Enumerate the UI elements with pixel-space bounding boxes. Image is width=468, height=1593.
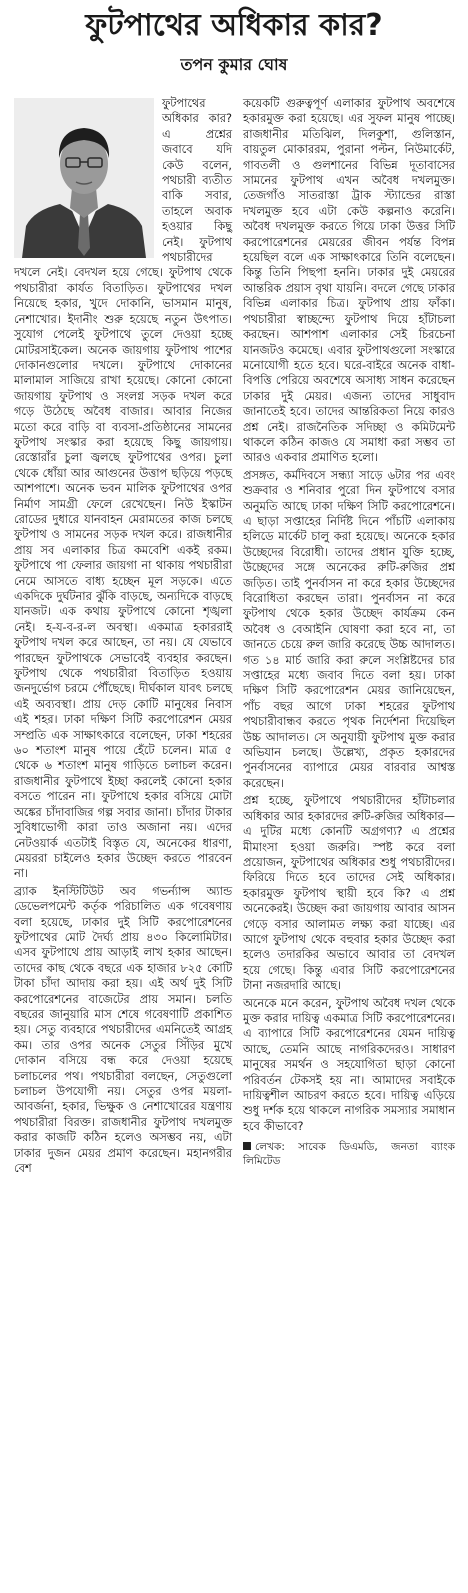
- right-paragraph-2: প্রসঙ্গত, কর্মদিবসে সন্ধ্যা সাড়ে ৬টার পর এবং শুক্রবার ও শনিবার পুরো দিন ফুটপাথে বসার অনুমতি আছে ঢাকা দক্ষিণ সিটি করপোরেশনে। এ ছাড়া সপ্তাহের নির্দিষ্ট দিনে পাঁচটি এলাকায় হলিডে মার্কেট চালু করা হয়েছে। অনেকে হকার উচ্ছেদের বিরোধী। তাদের প্রধান যুক্তি হচ্ছে, উচ্ছেদের সঙ্গে অনেকের রুটি-রুজির প্রশ্ন জড়িত। তাই পুনর্বাসন না করে হকার উচ্ছেদের বিরোধিতা করছেন তারা। পুনর্বাসন না করে ফুটপাথ থেকে হকার উচ্ছেদ কার্যক্রম কেন অবৈধ ও বেআইনি ঘোষণা করা হবে না, তা জানতে চেয়ে রুল জারি করেছে উচ্চ আদালত। গত ১৪ মার্চ জারি করা রুলে সংশ্লিষ্টদের চার সপ্তাহের মধ্যে জবাব দিতে বলা হয়। ঢাকা দক্ষিণ সিটি করপোরেশন মেয়র জানিয়েছেন, পাঁচ বছর আগে ঢাকা শহরের ফুটপাথ পথচারীবান্ধব করতে পৃথক নির্দেশনা দিয়েছিল উচ্চ আদালত। সে অনুযায়ী ফুটপাথ মুক্ত করার অভিযান চলছে। উল্লেখ্য, প্রকৃত হকারদের পুনর্বাসনের ব্যাপারে মেয়র বারবার আশ্বস্ত করেছেন।: [243, 468, 455, 790]
- footnote-text: লেখক: সাবেক ডিএমডি, জনতা ব্যাংক লিমিটেড: [243, 1141, 455, 1168]
- left-paragraph-1: ফুটপাথের অধিকার কার? এ প্রশ্নের জবাবে যদি কেউ বলেন, পথচারী ব্যতীত বাকি সবার, তাহলে অবাক হওয়ার কিছু নেই। ফুটপাথ পথচারীদের দখলে নেই। বেদখল হয়ে গেছে। ফুটপাথ থেকে পথচারীরা কার্যত বিতাড়িত। ফুটপাথের দখল নিয়েছে হকার, খুদে দোকানি, ভাসমান মানুষ, নেশাখোর। ইদানীং শুরু হয়েছে নতুন উৎপাত। সুযোগ পেলেই ফুটপাথে তুলে দেওয়া হচ্ছে মোটরসাইকেল। অনেক জায়গায় ফুটপাথ পাশের দোকানগুলোর দখলে। ফুটপাথে দোকানের মালামাল সাজিয়ে রাখা হয়েছে। কোনো কোনো জায়গায় ফুটপাথ ও সংলগ্ন সড়ক দখল করে গড়ে উঠেছে অবৈধ বাজার। আবার নিজের মতো করে বাড়ি বা ব্যবসা-প্রতিষ্ঠানের সামনের ফুটপাথ সংস্কার করা হয়েছে কিছু জায়গায়। রেস্তোরাঁর চুলা জ্বলছে ফুটপাথের ওপর। চুলা থেকে ধোঁয়া আর আগুনের উত্তাপ ছড়িয়ে পড়ছে আশপাশে। অনেক ভবন মালিক ফুটপাথের ওপর নির্মাণ সামগ্রী ফেলে রেখেছেন। নিউ ইস্কাটন রোডের দুধারে যানবাহন মেরামতের কাজ চলছে ফুটপাথ ও সামনের সড়ক দখল করে। রাজধানীর প্রায় সব এলাকার চিত্র কমবেশি একই রকম। ফুটপাথে পা ফেলার জায়গা না থাকায় পথচারীরা নেমে আসতে বাধ্য হচ্ছেন মূল সড়কে। এতে একদিকে দুর্ঘটনার ঝুঁকি বাড়ছে, অন্যদিকে বাড়ছে যানজট। এক কথায় ফুটপাথে কোনো শৃঙ্খলা নেই। হ-য-ব-র-ল অবস্থা। একমাত্র হকাররাই ফুটপাথ দখল করে আছেন, তা নয়। যে যেভাবে পারছেন ফুটপাথকে সেভাবেই ব্যবহার করছেন। ফুটপাথ থেকে পথচারীরা বিতাড়িত হওয়ায় জনদুর্ভোগ চরমে পৌঁছেছে। দীর্ঘকাল যাবৎ চলছে এই অব্যবস্থা। প্রায় দেড় কোটি মানুষের নিবাস এই শহর। ঢাকা দক্ষিণ সিটি করপোরেশন মেয়র সম্প্রতি এক সাক্ষাৎকারে বলেছেন, ঢাকা শহরের ৬০ শতাংশ মানুষ পায়ে হেঁটে চলেন। মাত্র ৫ থেকে ৬ শতাংশ মানুষ গাড়িতে চলাচল করেন। রাজধানীর ফুটপাথে ইচ্ছা করলেই কোনো হকার বসতে পারেন না। ফুটপাথে হকার বসিয়ে মোটা অঙ্কের চাঁদাবাজির গল্প সবার জানা। চাঁদার টাকার সুবিধাভোগী কারা তাও অজানা নয়। এদের নেটওয়ার্ক এতটাই বিস্তৃত যে, অনেকের ধারণা, মেয়ররা চাইলেও হকার উচ্ছেদ করতে পারবেন না।: [14, 97, 232, 881]
- author-portrait-icon: [14, 98, 154, 258]
- right-paragraph-3: প্রশ্ন হচ্ছে, ফুটপাথে পথচারীদের হাঁটাচলার অধিকার আর হকারদের রুটি-রুজির অধিকার— এ দুটির মধ্যে কোনটি অগ্রগণ্য? এ প্রশ্নের মীমাংসা হওয়া জরুরি। স্পষ্ট করে বলা প্রয়োজন, ফুটপাথের অধিকার শুধু পথচারীদের। ফিরিয়ে দিতে হবে তাদের সেই অধিকার। হকারমুক্ত ফুটপাথ স্থায়ী হবে কি? এ প্রশ্ন অনেকেরই। উচ্ছেদ করা জায়গায় আবার আসন গেড়ে বসার আলামত লক্ষ্য করা যাচ্ছে। এর আগে ফুটপাথ থেকে বহুবার হকার উচ্ছেদ করা হলেও তদারকির অভাবে আবার তা বেদখল হয়ে গেছে। কিন্তু এবার সিটি করপোরেশনের টানা নজরদারি আছে।: [243, 794, 455, 993]
- author-photo: [14, 98, 154, 258]
- right-paragraph-1: কয়েকটি গুরুত্বপূর্ণ এলাকার ফুটপাথ অবশেষে হকারমুক্ত করা হয়েছে। এর সুফল মানুষ পাচ্ছে। রাজধানীর মতিঝিল, দিলকুশা, গুলিস্তান, বায়তুল মোকাররম, পুরানা পল্টন, নিউমার্কেট, গাবতলী ও গুলশানের বিভিন্ন দূতাবাসের সামনের ফুটপাথ এখন অবৈধ দখলমুক্ত। তেজগাঁও সাতরাস্তা ট্রাক স্ট্যান্ডের রাস্তা দখলমুক্ত হবে এটা কেউ কল্পনাও করেনি। অবৈধ দখলমুক্ত করতে গিয়ে ঢাকা উত্তর সিটি করপোরেশনের মেয়রের জীবন পর্যন্ত বিপন্ন হয়েছিল বলে এক সাক্ষাৎকারে তিনি বলেছেন। কিন্তু তিনি পিছপা হননি। ঢাকার দুই মেয়রের আন্তরিক প্রয়াস বৃথা যায়নি। বদলে গেছে ঢাকার বিভিন্ন এলাকার চিত্র। ফুটপাথ প্রায় ফাঁকা। পথচারীরা স্বাচ্ছন্দ্যে ফুটপাথ দিয়ে হাঁটাচলা করছেন। আশপাশ এলাকার সেই চিরচেনা যানজটও কমেছে। এবার ফুটপাথগুলো সংস্কারে মনোযোগী হতে হবে। ঘরে-বাইরে অনেক বাধা-বিপত্তি পেরিয়ে অবশেষে অসাধ্য সাধন করেছেন ঢাকার দুই মেয়র। এজন্য তাদের সাধুবাদ জানাতেই হবে। তাদের আন্তরিকতা নিয়ে কারও প্রশ্ন নেই। রাজনৈতিক সদিচ্ছা ও কমিটমেন্ট থাকলে কঠিন কাজও যে সমাধা করা সম্ভব তা আরও একবার প্রমাণিত হলো।: [243, 97, 455, 465]
- right-column: [243, 96, 455, 1168]
- left-paragraph-2: ব্র্যাক ইনস্টিটিউট অব গভর্ন্যান্স অ্যান্ড ডেভেলপমেন্ট কর্তৃক পরিচালিত এক গবেষণায় বলা হয়েছে, ঢাকার দুই সিটি করপোরেশনের ফুটপাথের মোট দৈর্ঘ্য প্রায় ৪৩০ কিলোমিটার। এসব ফুটপাথে প্রায় আড়াই লাখ হকার আছেন। তাদের কাছ থেকে বছরে এক হাজার ৮২৫ কোটি টাকা চাঁদা আদায় করা হয়। এই অর্থ দুই সিটি করপোরেশনের বাজেটের প্রায় সমান। চলতি বছরের জানুয়ারি মাস শেষে গবেষণাটি প্রকাশিত হয়। সেতু ব্যবহারে পথচারীদের এমনিতেই আগ্রহ কম। তার ওপর অনেক সেতুর সিঁড়ির মুখে দোকান বসিয়ে বন্ধ করে দেওয়া হয়েছে চলাচলের পথ। পথচারীরা বলছেন, সেতুগুলো চলাচল উপযোগী নয়। সেতুর ওপর ময়লা-আবর্জনা, হকার, ভিক্ষুক ও নেশাখোরের যন্ত্রণায় পথচারীরা বিরক্ত। রাজধানীর ফুটপাথ দখলমুক্ত করার কাজটি কঠিন হলেও অসম্ভব নয়, এটা ঢাকার দুজন মেয়র প্রমাণ করেছেন। মহানগরীর বেশ: [14, 884, 232, 1176]
- article-byline: তপন কুমার ঘোষ: [180, 55, 288, 74]
- author-footnote: [243, 1140, 455, 1168]
- square-bullet-icon: [243, 1142, 251, 1150]
- left-column: [14, 96, 232, 1176]
- right-paragraph-4: অনেকে মনে করেন, ফুটপাথ অবৈধ দখল থেকে মুক্ত করার দায়িত্ব একমাত্র সিটি করপোরেশনের। এ ব্যাপারে সিটি করপোরেশনের যেমন দায়িত্ব আছে, তেমনি আছে নাগরিকদেরও। সাধারণ মানুষের সমর্থন ও সহযোগিতা ছাড়া কোনো পরিবর্তন টেকসই হয় না। আমাদের সবাইকে দায়িত্বশীল আচরণ করতে হবে। দায়িত্ব এড়িয়ে শুধু দর্শক হয়ে থাকলে নাগরিক সমস্যার সমাধান হবে কীভাবে?: [243, 996, 455, 1133]
- article-headline: ফুটপাথের অধিকার কার?: [85, 8, 383, 43]
